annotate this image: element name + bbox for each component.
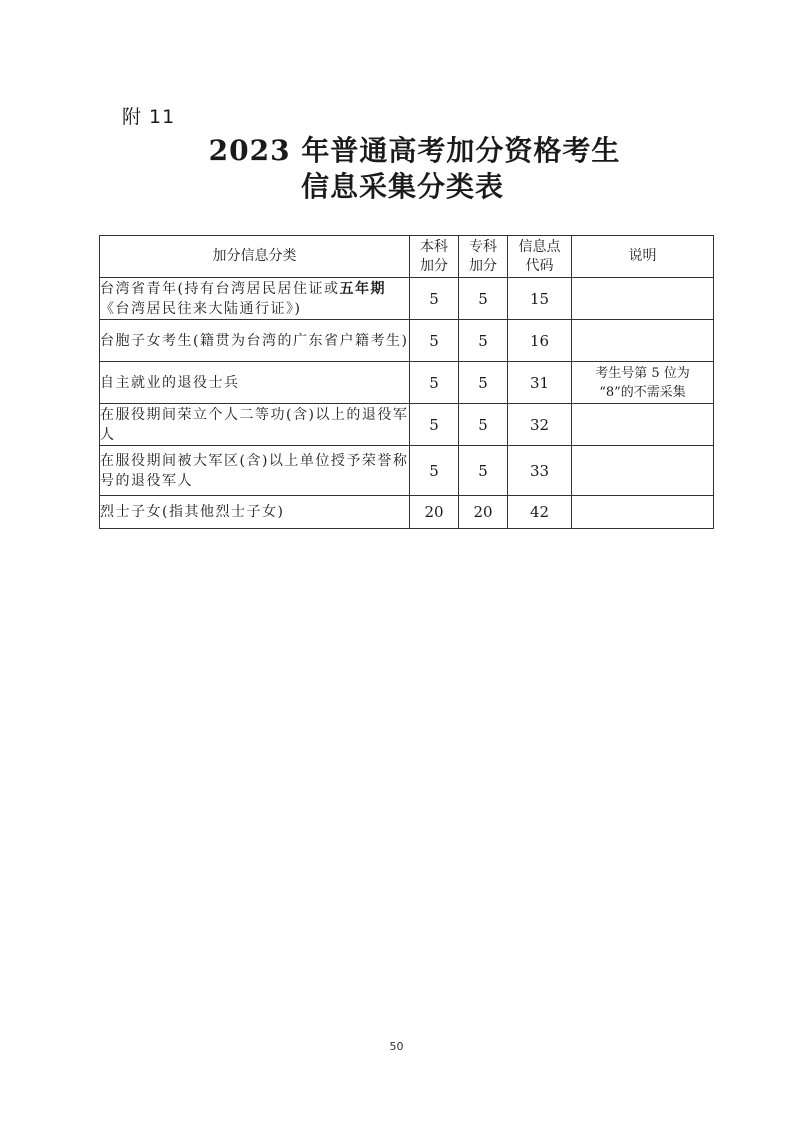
note-cell (572, 496, 714, 529)
college-bonus-cell: 20 (459, 496, 508, 529)
header-note (572, 236, 714, 278)
header-college-bonus (459, 236, 508, 278)
info-code-cell: 32 (508, 404, 572, 446)
category-text-cont: 《台湾居民往来大陆通行证》) (100, 300, 302, 317)
category-cell: 烈士子女(指其他烈士子女) (100, 496, 410, 529)
category-cell: 自主就业的退役士兵 (100, 362, 410, 404)
info-code-cell: 16 (508, 320, 572, 362)
college-bonus-cell: 5 (459, 404, 508, 446)
note-cell (572, 362, 714, 404)
college-bonus-cell: 5 (459, 362, 508, 404)
category-bold-term: 五年期 (339, 280, 386, 297)
header-category (100, 236, 410, 278)
category-text: 台湾省青年(持有台湾居民居住证或 (100, 280, 340, 297)
undergrad-bonus-cell: 5 (410, 362, 459, 404)
header-college-line2: 加分 (469, 257, 497, 274)
header-code-line2: 代码 (525, 257, 554, 274)
undergrad-bonus-cell: 5 (410, 446, 459, 496)
header-note-text: 说明 (628, 248, 657, 264)
info-code-cell: 33 (508, 446, 572, 496)
header-code-line1: 信息点 (518, 238, 561, 255)
note-cell (572, 404, 714, 446)
table-row (100, 320, 714, 362)
header-undergrad-line1: 本科 (420, 238, 448, 255)
bonus-info-table (99, 235, 714, 529)
info-code-cell: 31 (508, 362, 572, 404)
table-row (100, 278, 714, 320)
category-cell: 在服役期间被大军区(含)以上单位授予荣誉称号的退役军人 (100, 446, 410, 496)
table-row (100, 446, 714, 496)
annex-label: 附 11 (122, 106, 176, 128)
note-text-line2: “8”的不需采集 (599, 384, 686, 400)
undergrad-bonus-cell: 5 (410, 278, 459, 320)
table-row (100, 404, 714, 446)
undergrad-bonus-cell: 20 (410, 496, 459, 529)
page-title-line1: 2023 年普通高考加分资格考生 (208, 134, 621, 167)
college-bonus-cell: 5 (459, 278, 508, 320)
page-title-line2: 信息采集分类表 (300, 170, 504, 203)
header-undergrad-line2: 加分 (420, 257, 448, 274)
note-cell (572, 278, 714, 320)
college-bonus-cell: 5 (459, 446, 508, 496)
note-cell (572, 446, 714, 496)
header-college-line1: 专科 (469, 238, 497, 255)
info-code-cell: 42 (508, 496, 572, 529)
category-cell: 台胞子女考生(籍贯为台湾的广东省户籍考生) (100, 320, 410, 362)
note-cell (572, 320, 714, 362)
undergrad-bonus-cell: 5 (410, 320, 459, 362)
header-info-code (508, 236, 572, 278)
table-row (100, 496, 714, 529)
header-category-text: 加分信息分类 (212, 248, 297, 264)
table-row (100, 362, 714, 404)
undergrad-bonus-cell: 5 (410, 404, 459, 446)
header-undergrad-bonus (410, 236, 459, 278)
info-code-cell: 15 (508, 278, 572, 320)
category-cell: 在服役期间荣立个人二等功(含)以上的退役军人 (100, 404, 410, 446)
college-bonus-cell: 5 (459, 320, 508, 362)
category-cell (100, 278, 410, 320)
page-number: 50 (389, 1040, 404, 1053)
note-text-line1: 考生号第 5 位为 (595, 365, 690, 381)
table-header-row (100, 236, 714, 278)
